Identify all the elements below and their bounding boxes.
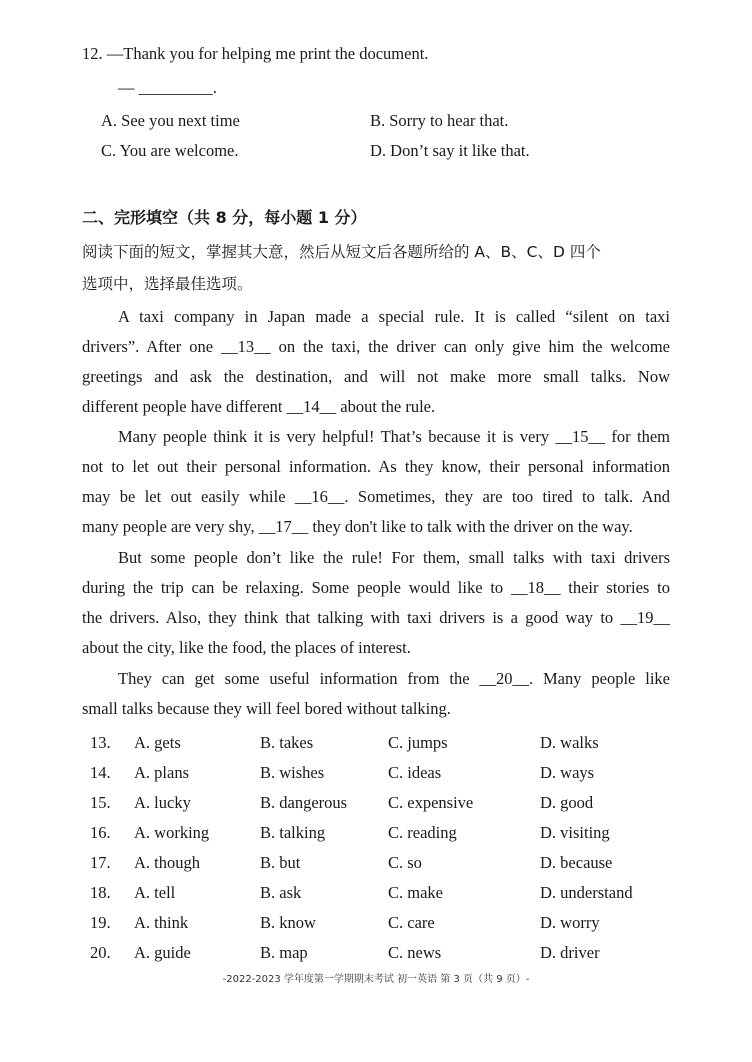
passage-line: But some people don’t like the rule! For them, small talks with taxi drivers <box>118 548 670 567</box>
q12-option-d: D. Don’t say it like that. <box>370 141 530 160</box>
q12-option-b: B. Sorry to hear that. <box>370 111 509 130</box>
page-footer: -2022-2023 学年度第一学期期末考试 初一英语 第 3 页（共 9 页）- <box>222 974 530 985</box>
choice-b: B. but <box>260 853 301 872</box>
choice-row <box>0 763 752 793</box>
passage-line: small talks because they will feel bored without talking. <box>82 699 451 718</box>
choice-b: B. map <box>260 943 308 962</box>
choice-row <box>0 823 752 853</box>
passage-line: the drivers. Also, they think that talking with taxi drivers is a good way to __19__ <box>82 608 670 627</box>
choice-number: 17. <box>90 853 111 872</box>
choice-d: D. driver <box>540 943 600 962</box>
choice-number: 18. <box>90 883 111 902</box>
choice-c: C. make <box>388 883 443 902</box>
passage-line: They can get some useful information from the __20__. Many people like <box>118 669 670 688</box>
passage-line: greetings and ask the destination, and will not make more small talks. Now <box>82 367 670 386</box>
choice-row <box>0 733 752 763</box>
choice-row <box>0 793 752 823</box>
choice-a: A. think <box>134 913 189 932</box>
choice-a: A. lucky <box>134 793 191 812</box>
q12-answer-blank: — _________. <box>118 78 217 97</box>
passage-line: not to let out their personal information. As they know, their personal information <box>82 457 670 476</box>
passage-line: many people are very shy, __17__ they don't like to talk with the driver on the way. <box>82 517 633 536</box>
choice-number: 16. <box>90 823 111 842</box>
choice-d: D. good <box>540 793 594 812</box>
passage-line: different people have different __14__ about the rule. <box>82 397 436 416</box>
choice-d: D. walks <box>540 733 599 752</box>
choice-a: A. though <box>134 853 200 872</box>
choice-number: 15. <box>90 793 111 812</box>
passage-line: may be let out easily while __16__. Sometimes, they are too tired to talk. And <box>82 487 670 506</box>
choice-a: A. guide <box>134 943 191 962</box>
passage-line: during the trip can be relaxing. Some people would like to __18__ their stories to <box>82 578 670 597</box>
choice-c: C. jumps <box>388 733 448 752</box>
passage-line: A taxi company in Japan made a special rule. It is called “silent on taxi <box>118 307 670 326</box>
choice-b: B. know <box>260 913 316 932</box>
choice-c: C. care <box>388 913 435 932</box>
passage-line: about the city, like the food, the places of interest. <box>82 638 411 657</box>
section-heading: 二、完形填空（共 8 分，每小题 1 分） <box>82 208 367 227</box>
choice-c: C. reading <box>388 823 457 842</box>
passage-line: Many people think it is very helpful! That’s because it is very __15__ for them <box>118 427 670 446</box>
choice-d: D. worry <box>540 913 600 932</box>
choice-b: B. ask <box>260 883 302 902</box>
choice-number: 13. <box>90 733 111 752</box>
choice-b: B. wishes <box>260 763 325 782</box>
choice-a: A. working <box>134 823 210 842</box>
choice-b: B. dangerous <box>260 793 348 812</box>
choice-a: A. tell <box>134 883 176 902</box>
choice-b: B. takes <box>260 733 314 752</box>
choice-row <box>0 913 752 943</box>
choice-d: D. ways <box>540 763 595 782</box>
choice-number: 14. <box>90 763 111 782</box>
q12-option-a: A. See you next time <box>101 111 240 130</box>
choice-d: D. visiting <box>540 823 610 842</box>
choice-number: 19. <box>90 913 111 932</box>
choice-d: D. understand <box>540 883 633 902</box>
choice-row <box>0 883 752 913</box>
choice-c: C. expensive <box>388 793 474 812</box>
q12-option-c: C. You are welcome. <box>101 141 239 160</box>
section-instruction-line-2: 选项中，选择最佳选项。 <box>82 275 253 293</box>
choice-row <box>0 943 752 973</box>
choice-a: A. plans <box>134 763 189 782</box>
choice-a: A. gets <box>134 733 181 752</box>
choice-c: C. so <box>388 853 422 872</box>
choice-c: C. ideas <box>388 763 442 782</box>
q12-stem: 12. —Thank you for helping me print the document. <box>82 44 429 63</box>
choice-b: B. talking <box>260 823 326 842</box>
choice-d: D. because <box>540 853 613 872</box>
choice-row <box>0 853 752 883</box>
choice-number: 20. <box>90 943 111 962</box>
passage-line: drivers”. After one __13__ on the taxi, the driver can only give him the welcome <box>82 337 670 356</box>
choice-c: C. news <box>388 943 442 962</box>
section-instruction-line-1: 阅读下面的短文，掌握其大意，然后从短文后各题所给的 A、B、C、D 四个 <box>82 243 601 261</box>
